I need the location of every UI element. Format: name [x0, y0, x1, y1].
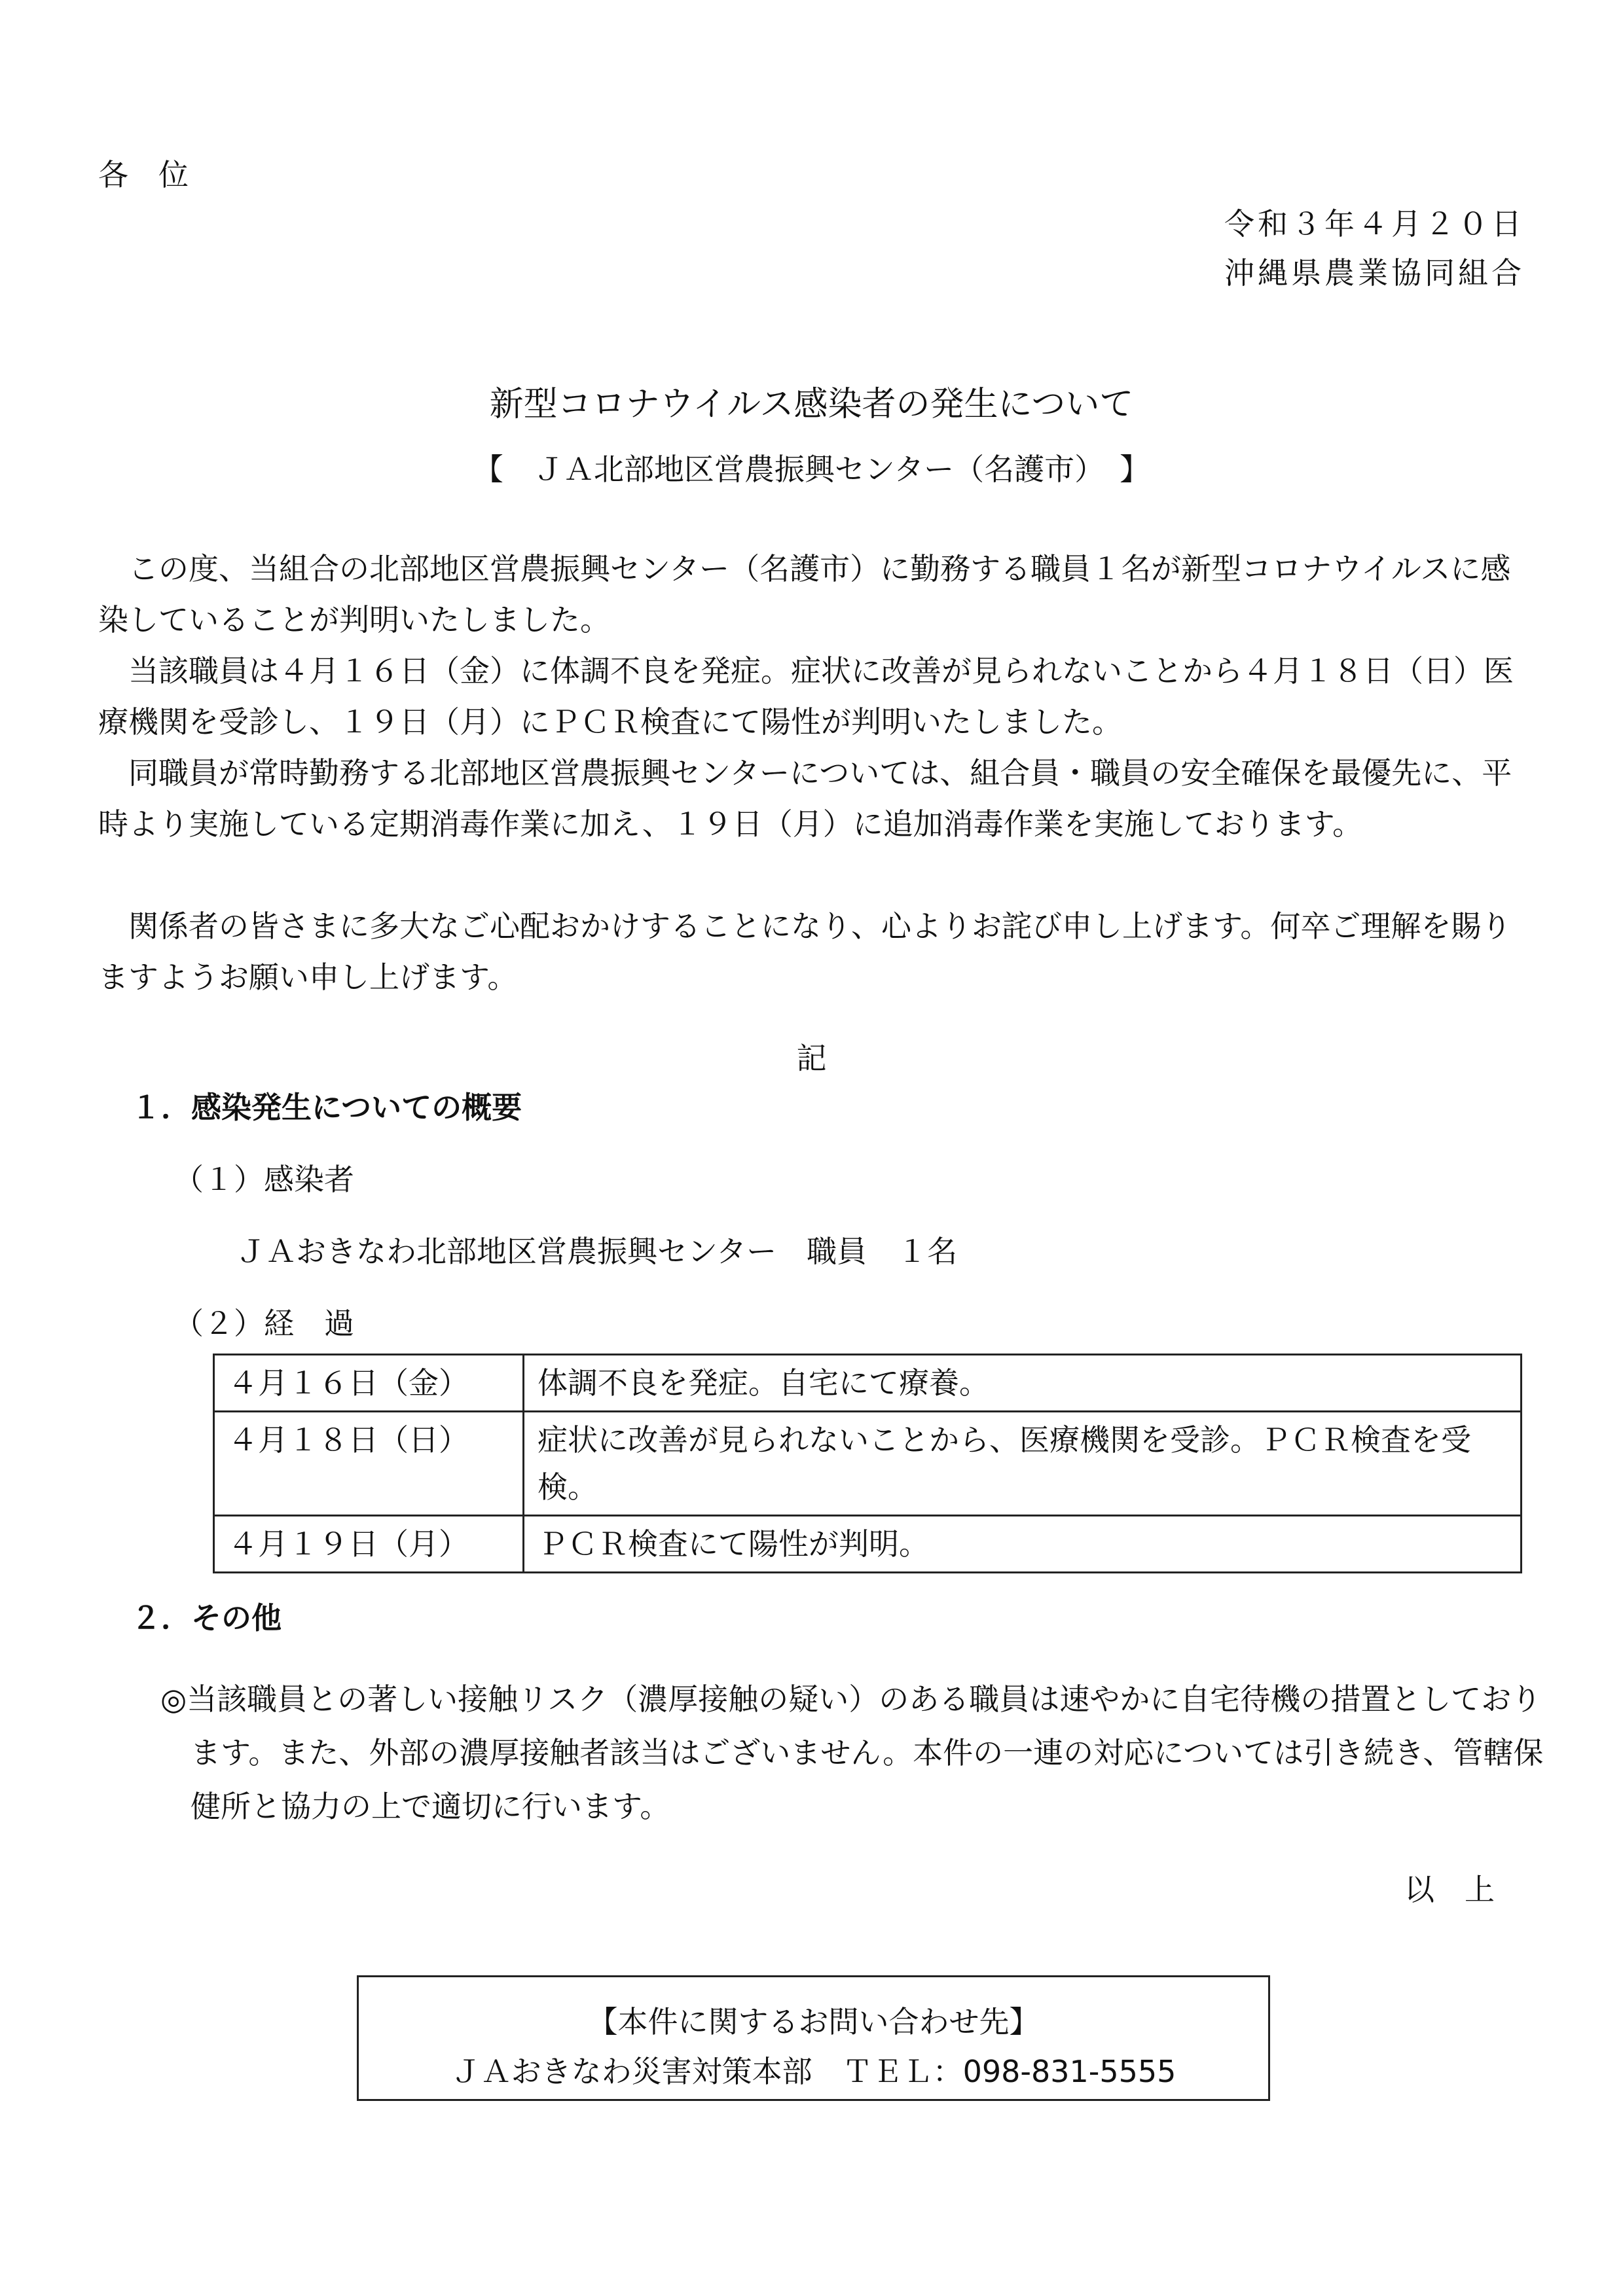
section-1-heading: １．感染発生についての概要 [131, 1090, 522, 1125]
timeline-event: 症状に改善が見られないことから、医療機関を受診。ＰＣＲ検査を受検。 [524, 1412, 1522, 1516]
timeline-event: 体調不良を発症。自宅にて療養。 [524, 1355, 1522, 1412]
body-paragraph-4: 関係者の皆さまに多大なご心配おかけすることになり、心よりお詫び申し上げます。何卒ご理解を賜りますようお願い申し上げます。 [98, 908, 1512, 995]
issue-date: 令和３年４月２０日 [1224, 206, 1525, 242]
section-2-heading: ２．その他 [131, 1600, 282, 1636]
subsection-progress-label: （２）経 過 [173, 1306, 354, 1341]
ki-marker: 記 [796, 1041, 827, 1076]
addressee: 各位 [98, 157, 219, 192]
timeline-date: ４月１６日（金） [214, 1355, 524, 1412]
organization-name: 沖縄県農業協同組合 [1224, 255, 1525, 291]
document-subtitle: 【 ＪＡ北部地区営農振興センター（名護市） 】 [473, 452, 1150, 487]
body-paragraph-3: 同職員が常時勤務する北部地区営農振興センターについては、組合員・職員の安全確保を最優先に、平時より実施している定期消毒作業に加え、１９日（月）に追加消毒作業を実施しております。 [98, 755, 1512, 842]
document-title: 新型コロナウイルス感染者の発生について [489, 385, 1134, 424]
timeline-table [213, 1354, 1522, 1573]
timeline-event: ＰＣＲ検査にて陽性が判明。 [524, 1516, 1522, 1573]
timeline-date: ４月１９日（月） [214, 1516, 524, 1573]
contact-box [357, 1975, 1270, 2101]
other-notes: ◎当該職員との著しい接触リスク（濃厚接触の疑い）のある職員は速やかに自宅待機の措置としております。また、外部の濃厚接触者該当はございません。本件の一連の対応については引き続き、管轄保健所と協力の上で適切に行います。 [160, 1681, 1544, 1824]
table-row [214, 1355, 1522, 1412]
closing-mark: 以上 [1404, 1872, 1525, 1907]
contact-heading: 【本件に関するお問い合わせ先】 [587, 2004, 1040, 2039]
table-row [214, 1516, 1522, 1573]
subsection-infected-label: （１）感染者 [173, 1162, 354, 1197]
timeline-date: ４月１８日（日） [214, 1412, 524, 1516]
contact-phone: ＪＡおきなわ災害対策本部 ＴＥＬ：098-831-5555 [450, 2054, 1176, 2089]
infected-person: ＪＡおきなわ北部地区営農振興センター 職員 １名 [236, 1234, 958, 1269]
body-paragraph-1: この度、当組合の北部地区営農振興センター（名護市）に勤務する職員１名が新型コロナウイルスに感染していることが判明いたしました。 [98, 551, 1511, 637]
table-row [214, 1412, 1522, 1516]
body-paragraph-2: 当該職員は４月１６日（金）に体調不良を発症。症状に改善が見られないことから４月１８日（日）医療機関を受診し、１９日（月）にＰＣＲ検査にて陽性が判明いたしました。 [98, 653, 1514, 740]
